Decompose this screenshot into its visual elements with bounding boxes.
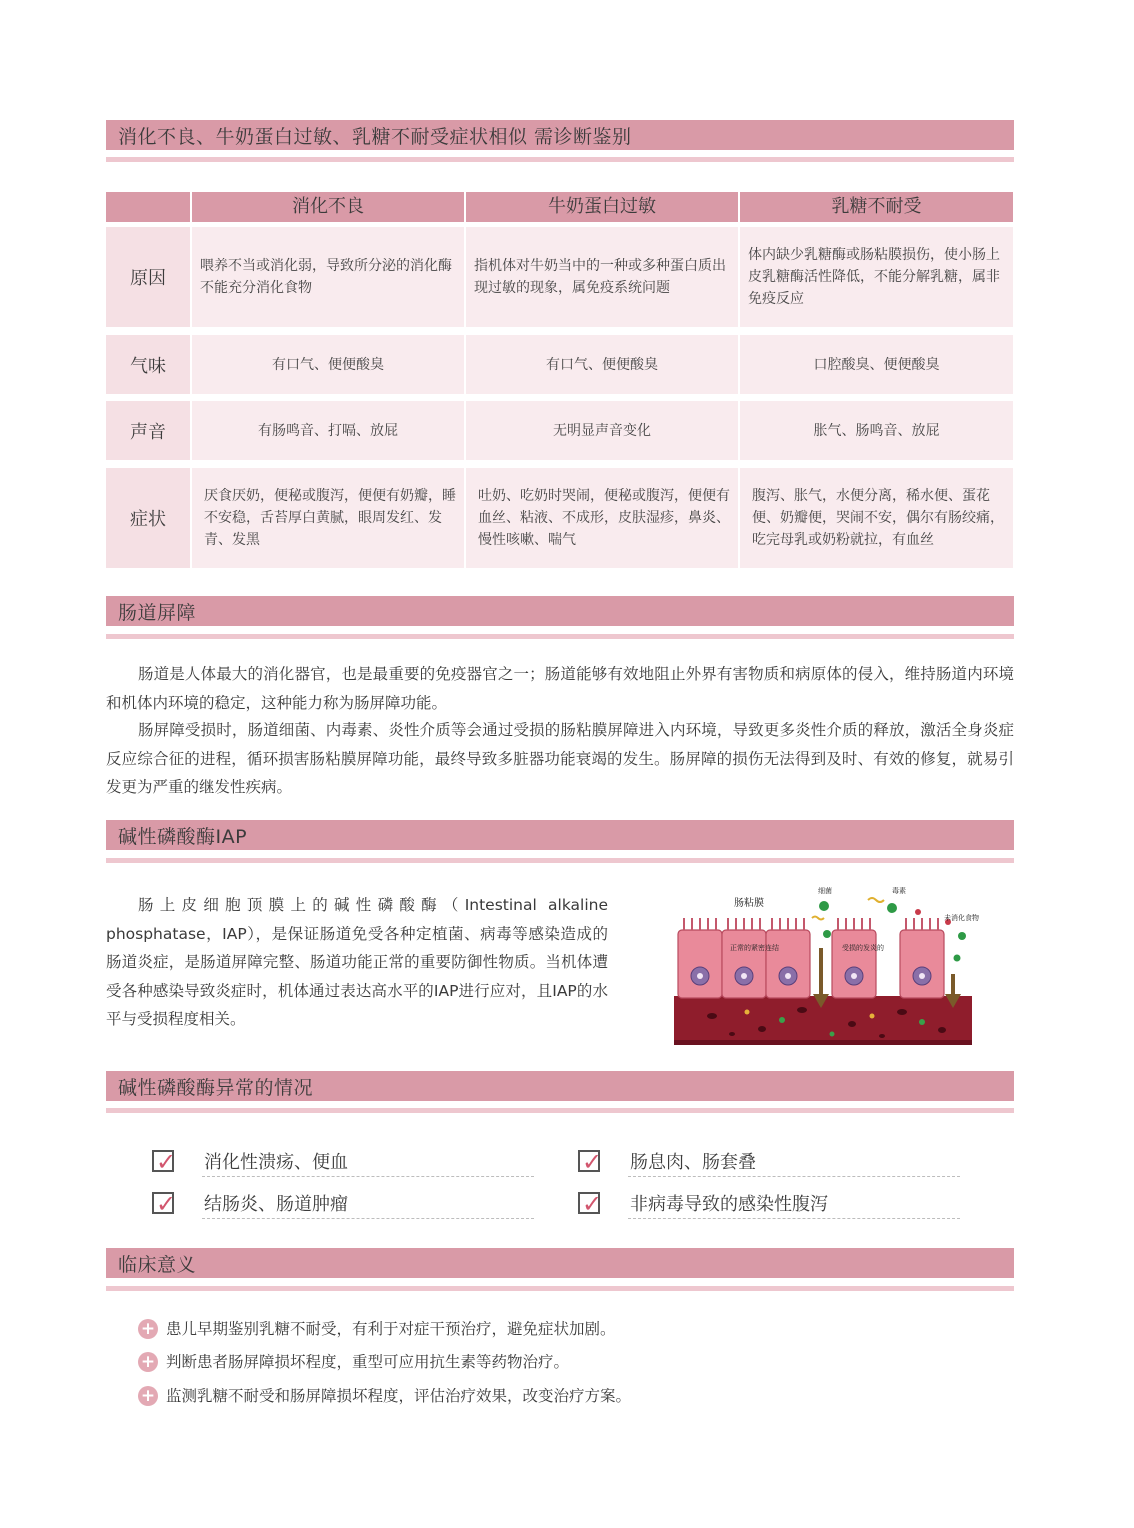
plus-icon: + xyxy=(138,1319,158,1339)
clinical-item-text: 监测乳糖不耐受和肠屏障损坏程度，评估治疗效果，改变治疗方案。 xyxy=(166,1387,632,1405)
epithelial-cells xyxy=(678,930,944,998)
section-underline xyxy=(106,634,1014,639)
table-header-cell: 牛奶蛋白过敏 xyxy=(466,192,738,222)
figure-label-undigested: 未消化食物 xyxy=(944,915,979,922)
table-corner xyxy=(106,192,190,222)
table-cell: 无明显声音变化 xyxy=(466,401,738,460)
section-underline xyxy=(106,1108,1014,1113)
dashed-divider xyxy=(202,1218,534,1219)
abnormal-item-label: 消化性溃疡、便血 xyxy=(204,1152,348,1173)
table-row-label: 声音 xyxy=(106,401,190,460)
plus-icon: + xyxy=(138,1352,158,1372)
table-cell: 有口气、便便酸臭 xyxy=(466,335,738,394)
section-title: 肠道屏障 xyxy=(118,602,197,624)
table-row-label: 症状 xyxy=(106,468,190,568)
dashed-divider xyxy=(202,1176,534,1177)
table-cell: 腹泻、胀气，水便分离，稀水便、蛋花便、奶瓣便，哭闹不安，偶尔有肠绞痛，吃完母乳或奶粉就拉，有血丝 xyxy=(740,468,1013,568)
figure-label-mucosa: 肠粘膜 xyxy=(734,898,764,909)
section-underline xyxy=(106,858,1014,863)
table-row-label: 气味 xyxy=(106,335,190,394)
section-title: 碱性磷酸酶IAP xyxy=(118,826,248,848)
check-icon: ✓ xyxy=(156,1148,177,1176)
table-header-cell: 消化不良 xyxy=(192,192,464,222)
section-header-compare xyxy=(106,120,1014,150)
table-cell: 有口气、便便酸臭 xyxy=(192,335,464,394)
figure-label-bacteria: 细菌 xyxy=(818,888,832,895)
abnormal-item-label: 非病毒导致的感染性腹泻 xyxy=(630,1194,828,1215)
section-title: 碱性磷酸酶异常的情况 xyxy=(118,1077,314,1099)
barrier-paragraph-2: 肠屏障受损时，肠道细菌、内毒素、炎性介质等会通过受损的肠粘膜屏障进入内环境，导致更多炎性介质的释放，激活全身炎症反应综合征的进程，循环损害肠粘膜屏障功能，最终导致多脏器功能衰竭的发生。肠屏障的损伤无法得到及时、有效的修复，就易引发更为严重的继发性疾病。 xyxy=(106,721,1014,796)
section-header-barrier xyxy=(106,596,1014,626)
iap-paragraph: 肠上皮细胞顶膜上的碱性磷酸酶（Intestinal alkaline phosphatase，IAP），是保证肠道免受各种定植菌、病毒等感染造成的肠道炎症，是肠道屏障完整、肠道功能正常的重要防御性物质。当机体遭受各种感染导致炎症时，机体通过表达高水平的IAP进行应对，且IAP的水平与受损程度相关。 xyxy=(106,896,608,1028)
section-header-iap-abnormal xyxy=(106,1071,1014,1101)
check-icon: ✓ xyxy=(582,1190,603,1218)
table-cell: 体内缺少乳糖酶或肠粘膜损伤，使小肠上皮乳糖酶活性降低，不能分解乳糖，属非免疫反应 xyxy=(740,227,1013,327)
checkbox-icon xyxy=(152,1148,177,1176)
barrier-paragraph-1: 肠道是人体最大的消化器官，也是最重要的免疫器官之一；肠道能够有效地阻止外界有害物质和病原体的侵入，维持肠道内环境和机体内环境的稳定，这种能力称为肠屏障功能。 xyxy=(106,665,1014,712)
table-header-cell: 乳糖不耐受 xyxy=(740,192,1013,222)
table-cell: 有肠鸣音、打嗝、放屁 xyxy=(192,401,464,460)
table-cell: 胀气、肠鸣音、放屁 xyxy=(740,401,1013,460)
plus-icon: + xyxy=(138,1386,158,1406)
section-underline xyxy=(106,157,1014,162)
figure-label-tight-junction: 正常的紧密连结 xyxy=(730,945,779,952)
table-cell: 口腔酸臭、便便酸臭 xyxy=(740,335,1013,394)
table-cell: 吐奶、吃奶时哭闹，便秘或腹泻，便便有血丝、粘液、不成形，皮肤湿疹，鼻炎、慢性咳嗽、喘气 xyxy=(466,468,738,568)
abnormal-item-label: 结肠炎、肠道肿瘤 xyxy=(204,1194,348,1215)
table-cell: 喂养不当或消化弱，导致所分泌的消化酶不能充分消化食物 xyxy=(192,227,464,327)
check-icon: ✓ xyxy=(582,1148,603,1176)
table-cell: 厌食厌奶，便秘或腹泻，便便有奶瓣，睡不安稳，舌苔厚白黄腻，眼周发红、发青、发黑 xyxy=(192,468,464,568)
table-row-label: 原因 xyxy=(106,227,190,327)
section-header-clinical xyxy=(106,1248,1014,1278)
section-title: 消化不良、牛奶蛋白过敏、乳糖不耐受症状相似 需诊断鉴别 xyxy=(118,126,632,148)
checkbox-icon xyxy=(578,1190,603,1218)
section-title: 临床意义 xyxy=(118,1254,197,1276)
table-cell: 指机体对牛奶当中的一种或多种蛋白质出现过敏的现象，属免疫系统问题 xyxy=(466,227,738,327)
abnormal-item-label: 肠息肉、肠套叠 xyxy=(630,1152,756,1173)
clinical-item-text: 患儿早期鉴别乳糖不耐受，有利于对症干预治疗，避免症状加剧。 xyxy=(166,1320,616,1338)
figure-label-toxin: 毒素 xyxy=(892,888,906,895)
clinical-item-text: 判断患者肠屏障损坏程度，重型可应用抗生素等药物治疗。 xyxy=(166,1353,570,1371)
check-icon: ✓ xyxy=(156,1190,177,1218)
dashed-divider xyxy=(628,1218,960,1219)
dashed-divider xyxy=(628,1176,960,1177)
checkbox-icon xyxy=(578,1148,603,1176)
checkbox-icon xyxy=(152,1190,177,1218)
intestinal-mucosa-figure xyxy=(672,884,990,1048)
figure-label-damaged: 受损的发炎的 xyxy=(842,945,884,952)
mucosa-illustration xyxy=(672,884,990,1048)
section-underline xyxy=(106,1286,1014,1291)
section-header-iap xyxy=(106,820,1014,850)
